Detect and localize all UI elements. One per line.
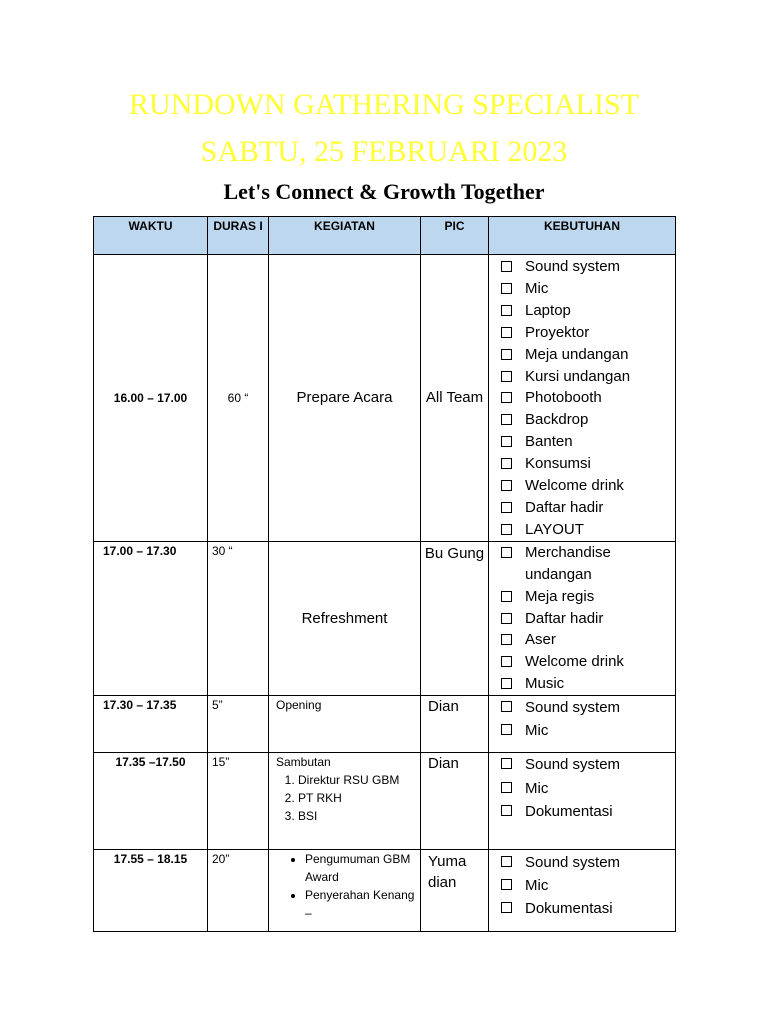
checklist-item	[499, 278, 675, 300]
table-header-row	[94, 217, 676, 255]
checkbox-icon	[501, 458, 512, 469]
checklist-item-label: Mic	[525, 877, 549, 895]
kebutuhan-list	[489, 542, 675, 695]
table-row	[94, 696, 676, 753]
checklist-item	[499, 256, 675, 278]
checkbox-icon	[501, 724, 512, 735]
cell-pic: Yuma dian	[421, 850, 489, 932]
kebutuhan-list	[489, 753, 675, 824]
checkbox-icon	[501, 701, 512, 712]
cell-kebutuhan	[489, 255, 676, 542]
checklist-item	[499, 387, 675, 409]
checklist-item-label: Kursi undangan	[525, 367, 631, 385]
checklist-item	[499, 753, 675, 777]
checklist-item	[499, 651, 675, 673]
cell-waktu: 17.35 –17.50	[94, 753, 208, 850]
cell-kegiatan: Prepare Acara	[269, 255, 421, 542]
checkbox-icon	[501, 502, 512, 513]
header-waktu: WAKTU	[94, 217, 208, 255]
checklist-item-label: Mic	[525, 722, 549, 740]
checklist-item-label: Meja undangan	[525, 345, 629, 363]
checkbox-icon	[501, 261, 512, 272]
list-item-label: Pengumuman GBM Award	[305, 852, 411, 885]
checkbox-icon	[501, 283, 512, 294]
cell-durasi: 60 “	[208, 255, 269, 542]
checkbox-icon	[501, 805, 512, 816]
checklist-item-label: Sound system	[525, 756, 621, 774]
checklist-item	[499, 608, 675, 630]
checklist-item	[499, 475, 675, 497]
checkbox-icon	[501, 349, 512, 360]
list-item	[305, 850, 420, 886]
cell-pic: All Team	[421, 255, 489, 542]
checkbox-icon	[501, 634, 512, 645]
checklist-item	[499, 453, 675, 475]
header-pic: PIC	[421, 217, 489, 255]
cell-durasi: 5”	[208, 696, 269, 753]
list-item	[298, 771, 420, 789]
rundown-table	[93, 216, 676, 932]
cell-pic: Dian	[421, 753, 489, 850]
title-line-1: RUNDOWN GATHERING SPECIALIST	[129, 88, 639, 121]
cell-waktu: 17.30 – 17.35	[94, 696, 208, 753]
title-line-2: SABTU, 25 FEBRUARI 2023	[200, 135, 568, 168]
cell-kebutuhan	[489, 850, 676, 932]
checklist-item-label: Photobooth	[525, 389, 602, 407]
checklist-item-label: LAYOUT	[525, 520, 584, 538]
checklist-item	[499, 800, 675, 824]
checklist-item-label: Backdrop	[525, 411, 589, 429]
cell-kegiatan	[269, 753, 421, 850]
checklist-item-label: Welcome drink	[525, 477, 624, 495]
checkbox-icon	[501, 879, 512, 890]
cell-kebutuhan	[489, 696, 676, 753]
list-item-label: BSI	[298, 809, 318, 824]
checklist-item-label: Konsumsi	[525, 455, 591, 473]
list-item	[305, 886, 420, 922]
checkbox-icon	[501, 656, 512, 667]
checkbox-icon	[501, 758, 512, 769]
checklist-item-label: Music	[525, 675, 565, 693]
checklist-item-label: Laptop	[525, 301, 571, 319]
checklist-item-label: Mic	[525, 779, 549, 797]
checklist-item	[499, 300, 675, 322]
cell-durasi: 20”	[208, 850, 269, 932]
checkbox-icon	[501, 547, 512, 558]
cell-kegiatan: Opening	[269, 696, 421, 753]
checkbox-icon	[501, 782, 512, 793]
checkbox-icon	[501, 371, 512, 382]
checklist-item	[499, 874, 675, 897]
cell-waktu: 16.00 – 17.00	[94, 255, 208, 542]
checkbox-icon	[501, 856, 512, 867]
header-kebutuhan: KEBUTUHAN	[489, 217, 676, 255]
checklist-item	[499, 409, 675, 431]
checklist-item-label: Sound system	[525, 258, 621, 275]
list-item-label: PT RKH	[298, 791, 342, 806]
checkbox-icon	[501, 392, 512, 403]
checklist-item-label: Merchandise undangan	[525, 543, 611, 583]
cell-durasi: 30 “	[208, 541, 269, 695]
checklist-item	[499, 719, 675, 742]
checklist-item-label: Dokumentasi	[525, 803, 613, 821]
checklist-item-label: Sound system	[525, 854, 621, 872]
cell-kegiatan	[269, 850, 421, 932]
checklist-item-label: Banten	[525, 433, 573, 451]
checklist-item	[499, 344, 675, 366]
table-row	[94, 541, 676, 695]
checkbox-icon	[501, 613, 512, 624]
cell-kebutuhan	[489, 541, 676, 695]
table-row	[94, 255, 676, 542]
checkbox-icon	[501, 305, 512, 316]
kegiatan-bullet-list	[269, 850, 420, 922]
checkbox-icon	[501, 327, 512, 338]
header-durasi: DURAS I	[208, 217, 269, 255]
cell-pic: Bu Gung	[421, 541, 489, 695]
checklist-item-label: Welcome drink	[525, 653, 624, 671]
checklist-item-label: Sound system	[525, 699, 621, 717]
kebutuhan-list	[489, 256, 675, 541]
kebutuhan-list	[489, 696, 675, 742]
checklist-item	[499, 586, 675, 608]
checklist-item-label: Daftar hadir	[525, 609, 604, 627]
checklist-item	[499, 696, 675, 719]
checklist-item	[499, 897, 675, 920]
kegiatan-heading: Sambutan	[276, 755, 331, 770]
cell-waktu: 17.00 – 17.30	[94, 541, 208, 695]
list-item	[298, 807, 420, 825]
checklist-item-label: Meja regis	[525, 587, 595, 605]
kebutuhan-list	[489, 851, 675, 920]
checkbox-icon	[501, 678, 512, 689]
table-row	[94, 850, 676, 932]
checklist-item-label: Dokumentasi	[525, 900, 613, 918]
checklist-item-label: Daftar hadir	[525, 498, 604, 516]
checkbox-icon	[501, 414, 512, 425]
list-item-label: Penyerahan Kenang –	[305, 888, 415, 921]
checklist-item-label: Mic	[525, 279, 549, 297]
kegiatan-numbered-list	[276, 771, 420, 825]
checklist-item	[499, 366, 675, 388]
table-row	[94, 753, 676, 850]
checklist-item	[499, 497, 675, 519]
checklist-item-label: Aser	[525, 631, 556, 649]
cell-waktu: 17.55 – 18.15	[94, 850, 208, 932]
checklist-item	[499, 673, 675, 695]
list-item	[298, 789, 420, 807]
checklist-item	[499, 519, 675, 541]
checkbox-icon	[501, 902, 512, 913]
checkbox-icon	[501, 480, 512, 491]
checkbox-icon	[501, 524, 512, 535]
checklist-item	[499, 851, 675, 874]
checklist-item	[499, 322, 675, 344]
checklist-item	[499, 431, 675, 453]
checklist-item	[499, 629, 675, 651]
cell-pic: Dian	[421, 696, 489, 753]
checklist-item	[499, 777, 675, 801]
checklist-item	[499, 542, 675, 586]
cell-kegiatan: Refreshment	[269, 541, 421, 695]
cell-durasi: 15”	[208, 753, 269, 850]
list-item-label: Direktur RSU GBM	[298, 773, 400, 788]
cell-kebutuhan	[489, 753, 676, 850]
checkbox-icon	[501, 591, 512, 602]
header-kegiatan: KEGIATAN	[269, 217, 421, 255]
checkbox-icon	[501, 436, 512, 447]
checklist-item-label: Proyektor	[525, 323, 590, 341]
subtitle: Let's Connect & Growth Together	[223, 179, 545, 204]
